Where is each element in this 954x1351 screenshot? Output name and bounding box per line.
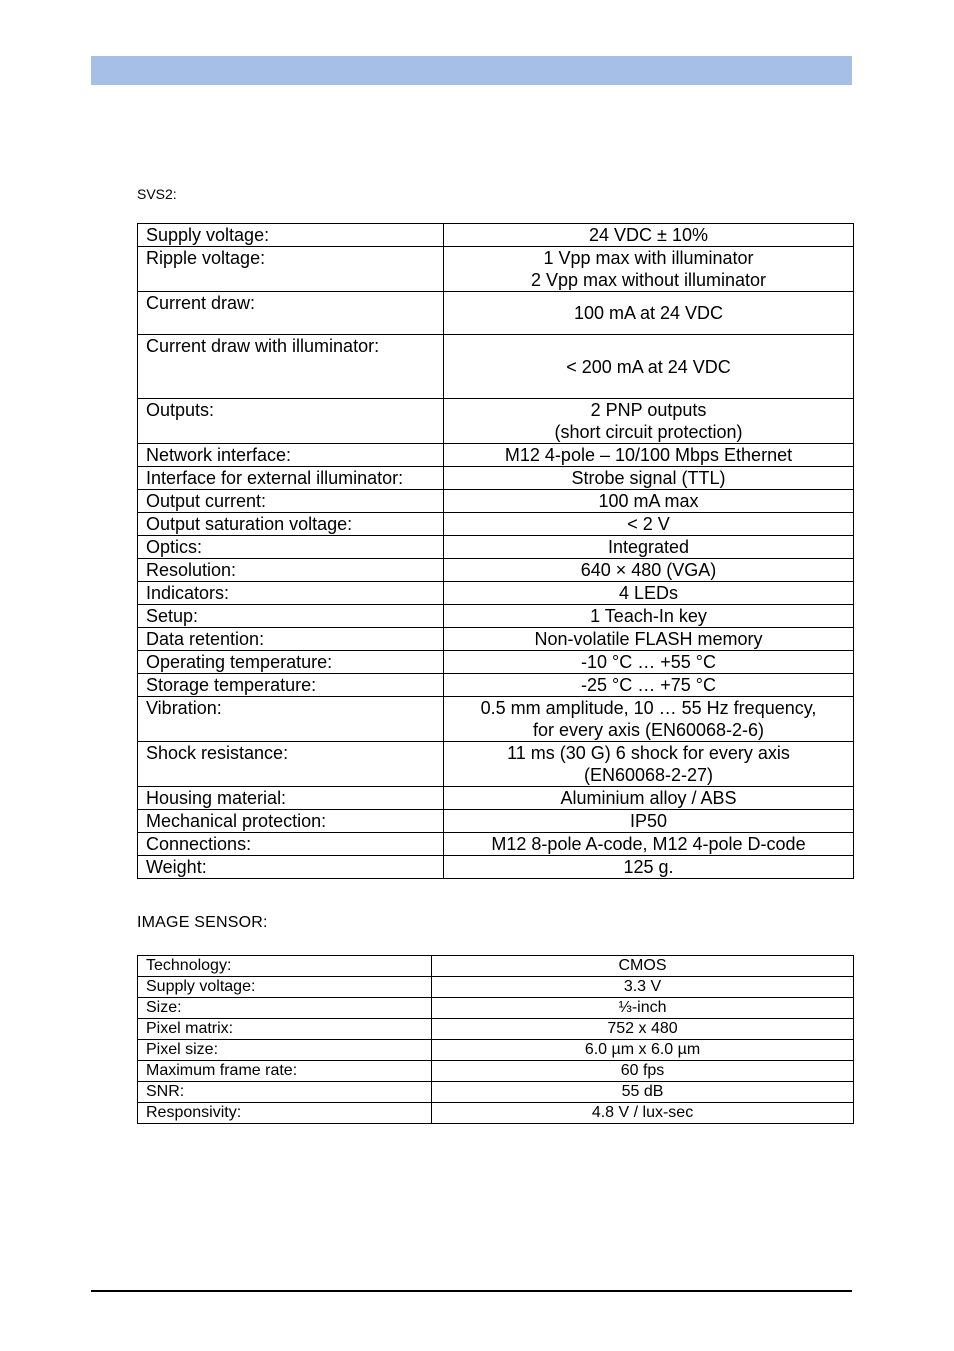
table-row bbox=[138, 605, 854, 628]
spec-value bbox=[444, 833, 854, 856]
table-row bbox=[138, 582, 854, 605]
spec-value-line: 24 VDC ± 10% bbox=[589, 225, 708, 245]
table-row bbox=[138, 977, 854, 998]
table-row bbox=[138, 856, 854, 879]
table-row bbox=[138, 335, 854, 399]
table-row bbox=[138, 490, 854, 513]
spec-value-line: Strobe signal (TTL) bbox=[571, 468, 726, 488]
table-row bbox=[138, 651, 854, 674]
spec-label: Setup: bbox=[138, 605, 444, 628]
spec-value bbox=[444, 605, 854, 628]
spec-label: Network interface: bbox=[138, 444, 444, 467]
spec-value-line: < 200 mA at 24 VDC bbox=[566, 356, 731, 377]
spec-value-line: IP50 bbox=[629, 811, 668, 831]
spec-value-line: 100 mA max bbox=[598, 491, 699, 511]
spec-label: Size: bbox=[138, 998, 432, 1019]
spec-label: Pixel matrix: bbox=[138, 1019, 432, 1040]
spec-value bbox=[444, 399, 854, 444]
spec-label: SNR: bbox=[138, 1082, 432, 1103]
table-row bbox=[138, 998, 854, 1019]
spec-label: Outputs: bbox=[138, 399, 444, 444]
spec-value-line: (EN60068-2-27) bbox=[583, 765, 714, 785]
spec-value: 55 dB bbox=[432, 1082, 854, 1103]
table-row bbox=[138, 810, 854, 833]
spec-label: Pixel size: bbox=[138, 1040, 432, 1061]
table-row bbox=[138, 742, 854, 787]
spec-value-line: 1 Teach-In key bbox=[590, 606, 707, 626]
spec-value bbox=[444, 787, 854, 810]
spec-value bbox=[444, 674, 854, 697]
svs2-spec-table bbox=[137, 223, 854, 879]
spec-value-line: Non-volatile FLASH memory bbox=[534, 629, 763, 649]
table-row bbox=[138, 1019, 854, 1040]
table-row bbox=[138, 536, 854, 559]
spec-label: Output saturation voltage: bbox=[138, 513, 444, 536]
spec-value-line: (short circuit protection) bbox=[554, 422, 743, 442]
table-row bbox=[138, 1040, 854, 1061]
table-row bbox=[138, 956, 854, 977]
spec-label: Connections: bbox=[138, 833, 444, 856]
table-row bbox=[138, 559, 854, 582]
spec-value: CMOS bbox=[432, 956, 854, 977]
table-row bbox=[138, 674, 854, 697]
spec-value bbox=[444, 224, 854, 247]
spec-value bbox=[444, 559, 854, 582]
spec-label: Supply voltage: bbox=[138, 977, 432, 998]
image-sensor-section-label: IMAGE SENSOR: bbox=[137, 914, 268, 931]
spec-label: Current draw with illuminator: bbox=[138, 335, 444, 399]
spec-value bbox=[444, 536, 854, 559]
spec-label: Technology: bbox=[138, 956, 432, 977]
spec-value: 3.3 V bbox=[432, 977, 854, 998]
spec-label: Operating temperature: bbox=[138, 651, 444, 674]
spec-value bbox=[444, 444, 854, 467]
spec-label: Vibration: bbox=[138, 697, 444, 742]
table-row bbox=[138, 628, 854, 651]
spec-label: Optics: bbox=[138, 536, 444, 559]
spec-value: 60 fps bbox=[432, 1061, 854, 1082]
spec-value bbox=[444, 697, 854, 742]
spec-label: Housing material: bbox=[138, 787, 444, 810]
spec-value-line: 1 Vpp max with illuminator bbox=[543, 248, 754, 268]
spec-label: Resolution: bbox=[138, 559, 444, 582]
spec-value-line: M12 4-pole – 10/100 Mbps Ethernet bbox=[504, 445, 793, 465]
spec-value bbox=[444, 856, 854, 879]
spec-value: 752 x 480 bbox=[432, 1019, 854, 1040]
image-sensor-spec-table bbox=[137, 955, 854, 1124]
spec-value-line: M12 8-pole A-code, M12 4-pole D-code bbox=[491, 834, 806, 854]
spec-value-line: Integrated bbox=[607, 537, 690, 557]
spec-value bbox=[444, 810, 854, 833]
spec-value-line: 2 Vpp max without illuminator bbox=[530, 270, 767, 290]
table-row bbox=[138, 787, 854, 810]
spec-value: ⅓-inch bbox=[432, 998, 854, 1019]
spec-value bbox=[444, 490, 854, 513]
spec-value-line: 0.5 mm amplitude, 10 … 55 Hz frequency, bbox=[480, 698, 817, 718]
spec-label: Current draw: bbox=[138, 292, 444, 335]
spec-value bbox=[444, 628, 854, 651]
svs2-section-label: SVS2: bbox=[137, 186, 177, 202]
spec-value bbox=[444, 742, 854, 787]
spec-value-line: Aluminium alloy / ABS bbox=[560, 788, 737, 808]
spec-value-line: -10 °C … +55 °C bbox=[581, 652, 716, 672]
spec-value-line: 640 × 480 (VGA) bbox=[580, 560, 717, 580]
table-row bbox=[138, 1082, 854, 1103]
spec-value bbox=[444, 292, 854, 335]
table-row bbox=[138, 833, 854, 856]
spec-label: Mechanical protection: bbox=[138, 810, 444, 833]
spec-label: Ripple voltage: bbox=[138, 247, 444, 292]
spec-label: Shock resistance: bbox=[138, 742, 444, 787]
spec-value bbox=[444, 335, 854, 399]
spec-label: Weight: bbox=[138, 856, 444, 879]
spec-value bbox=[444, 467, 854, 490]
spec-value bbox=[444, 247, 854, 292]
table-row bbox=[138, 224, 854, 247]
header-bar bbox=[91, 56, 852, 85]
spec-label: Data retention: bbox=[138, 628, 444, 651]
table-row bbox=[138, 1103, 854, 1124]
spec-value-line: 125 g. bbox=[623, 857, 674, 877]
table-row bbox=[138, 247, 854, 292]
spec-value-line: 100 mA at 24 VDC bbox=[573, 303, 724, 323]
spec-value-line: < 2 V bbox=[627, 514, 670, 534]
spec-label: Storage temperature: bbox=[138, 674, 444, 697]
spec-value-line: 4 LEDs bbox=[618, 583, 679, 603]
table-row bbox=[138, 697, 854, 742]
spec-value bbox=[444, 513, 854, 536]
footer-divider bbox=[91, 1290, 852, 1292]
spec-label: Indicators: bbox=[138, 582, 444, 605]
spec-value-line: 11 ms (30 G) 6 shock for every axis bbox=[507, 743, 790, 763]
spec-value-line: 2 PNP outputs bbox=[590, 400, 707, 420]
spec-value bbox=[444, 582, 854, 605]
spec-value bbox=[444, 651, 854, 674]
table-row bbox=[138, 444, 854, 467]
table-row bbox=[138, 467, 854, 490]
spec-value: 4.8 V / lux-sec bbox=[432, 1103, 854, 1124]
table-row bbox=[138, 1061, 854, 1082]
table-row bbox=[138, 292, 854, 335]
table-row bbox=[138, 399, 854, 444]
spec-label: Responsivity: bbox=[138, 1103, 432, 1124]
spec-label: Output current: bbox=[138, 490, 444, 513]
spec-label: Maximum frame rate: bbox=[138, 1061, 432, 1082]
spec-value-line: for every axis (EN60068-2-6) bbox=[532, 720, 765, 740]
spec-label: Supply voltage: bbox=[138, 224, 444, 247]
spec-value: 6.0 µm x 6.0 µm bbox=[432, 1040, 854, 1061]
table-row bbox=[138, 513, 854, 536]
spec-value-line: -25 °C … +75 °C bbox=[581, 675, 716, 695]
spec-label: Interface for external illuminator: bbox=[138, 467, 444, 490]
